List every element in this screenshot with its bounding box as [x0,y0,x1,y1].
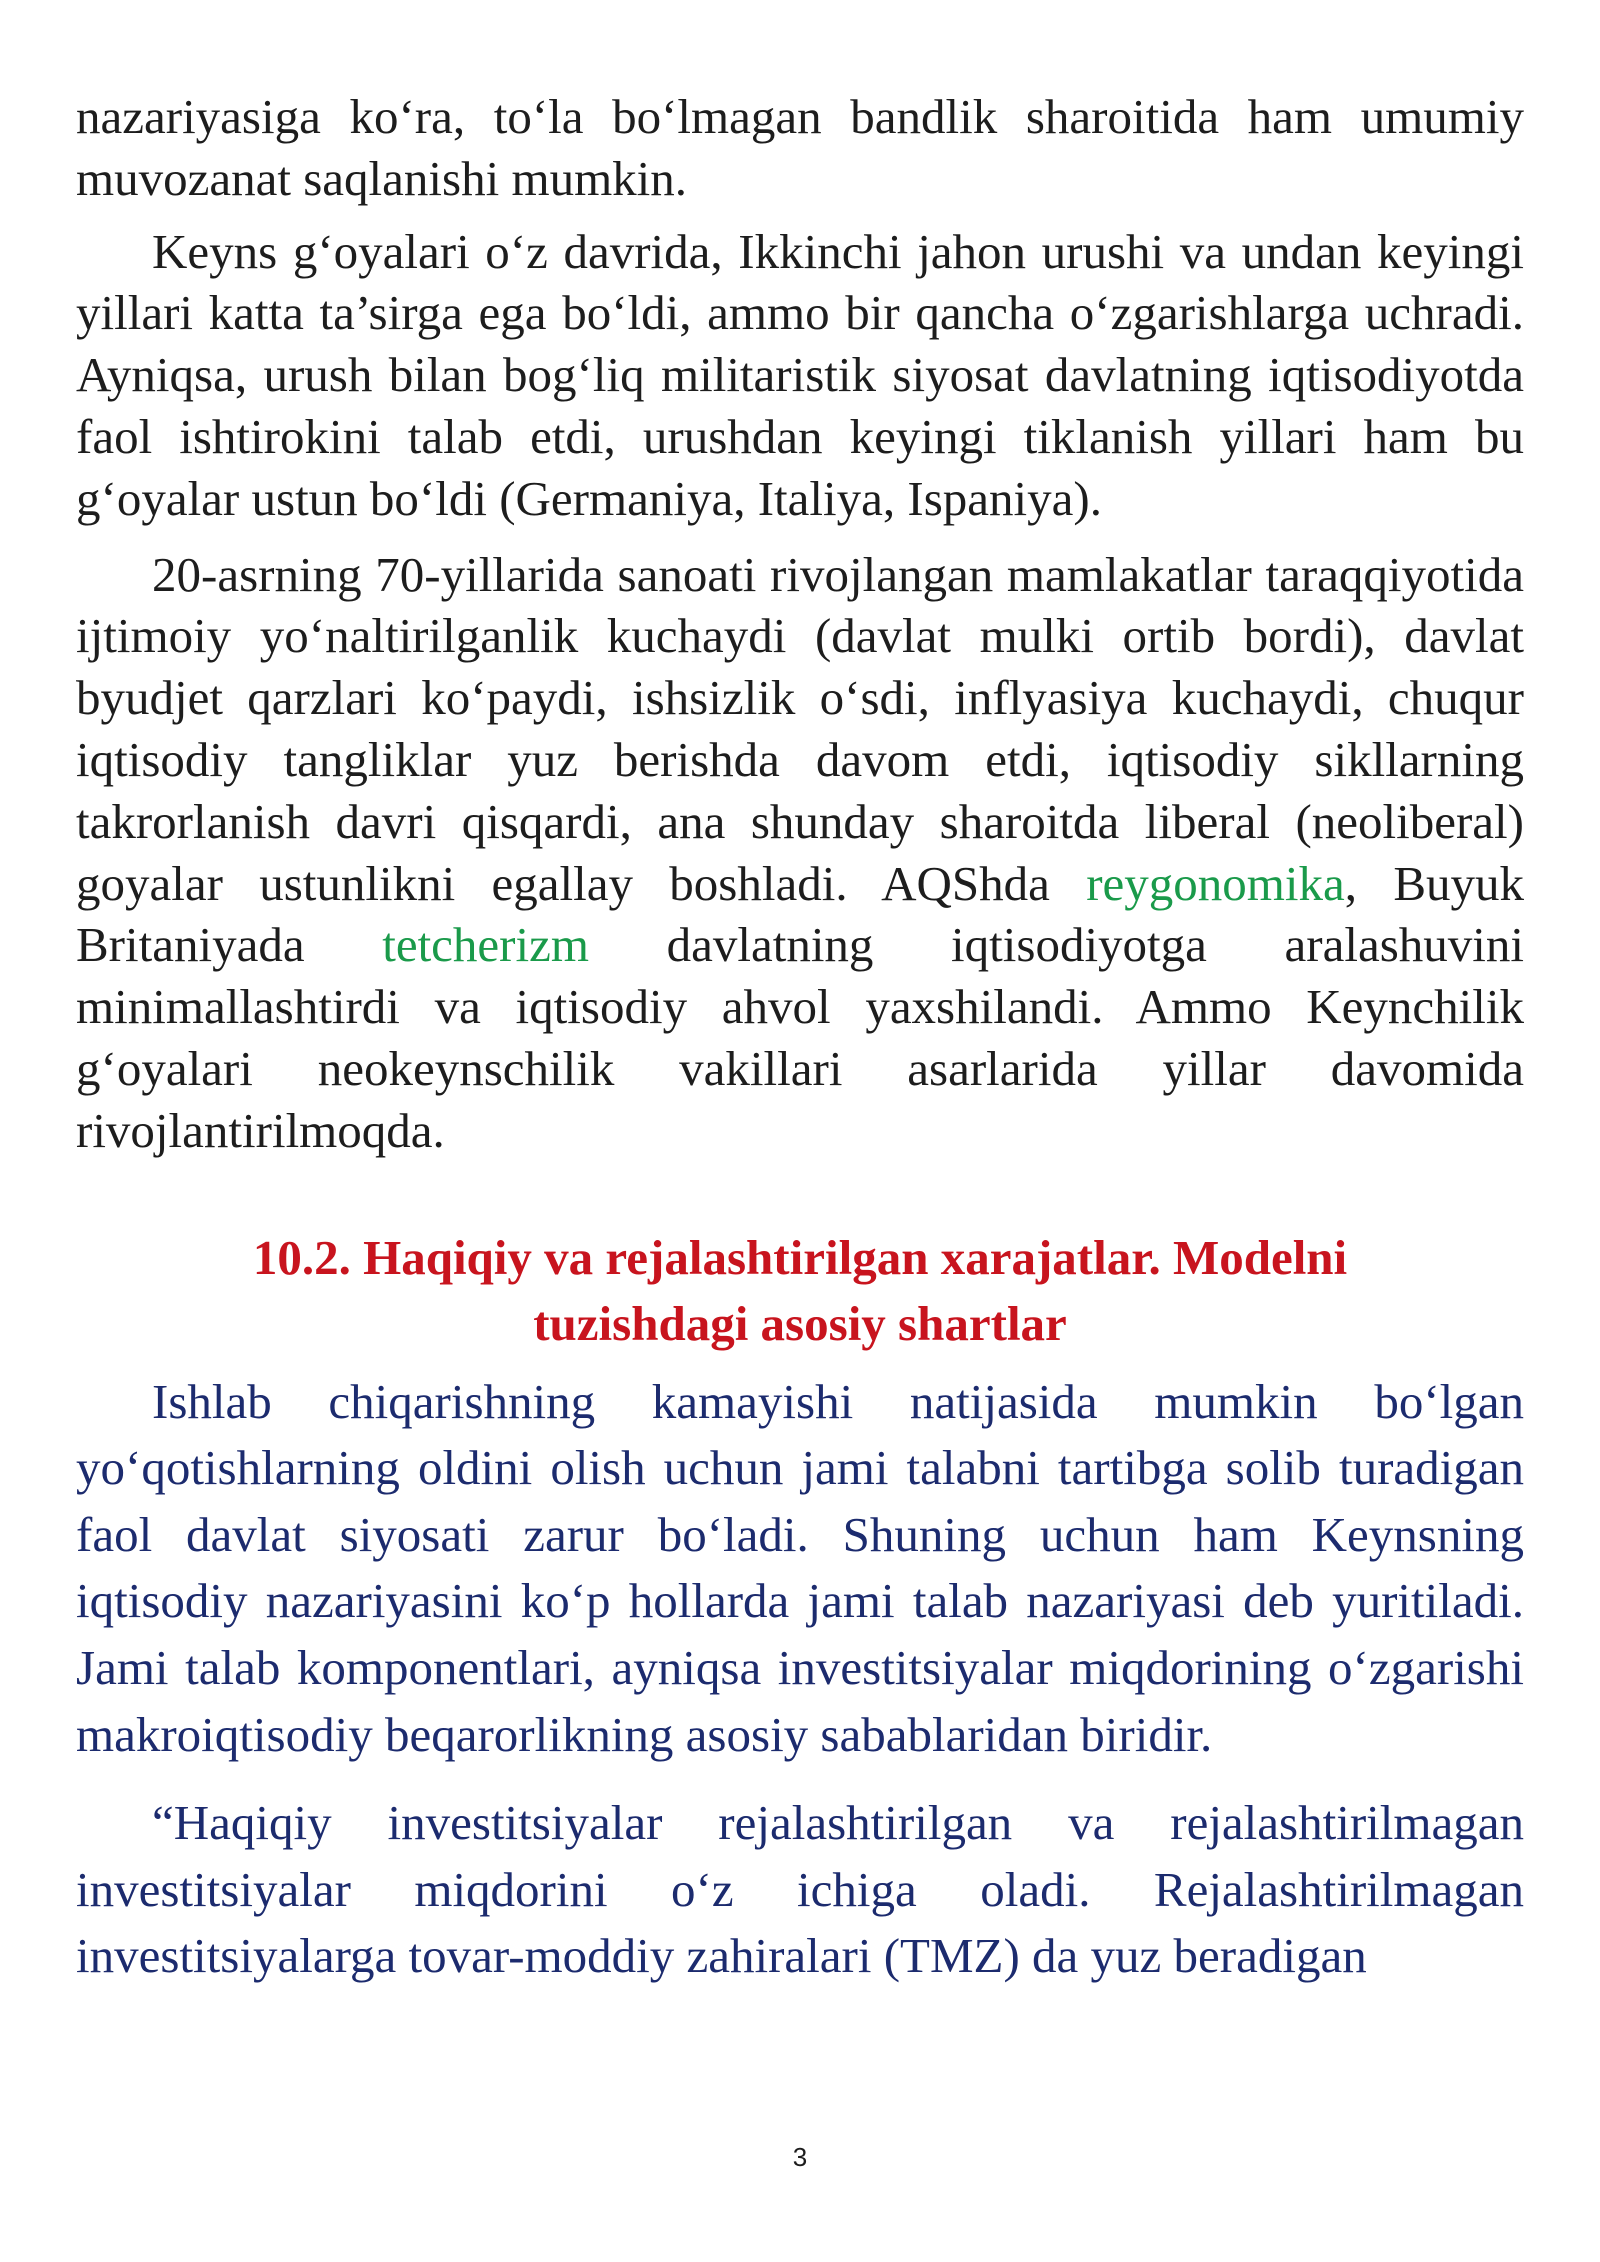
term-tetcherizm: tetcherizm [382,917,589,973]
paragraph-3-text-c: davlatning iqtisodiyotga aralashuvini minimallashtirdi va iqtisodiy ahvol yaxshilandi. Ammo Keynchilik g‘oyalari neokeynschilik vakillari asarlarida yillar davomida rivojlantirilmoqda. [76,917,1524,1158]
paragraph-3-text-a: 20-asrning 70-yillarida sanoati rivojlangan mamlakatlar taraqqiyotida ijtimoiy yo‘naltirilganlik kuchaydi (davlat mulki ortib bordi), davlat byudjet qarzlari ko‘paydi, ishsizlik o‘sdi, inflyasiya kuchaydi, chuqur iqtisodiy tangliklar yuz berishda davom etdi, iqtisodiy sikllarning takrorlanish davri qisqardi, ana shunday sharoitda liberal (neoliberal) goyalar ustunlikni egallay boshladi. AQShda [76,546,1524,911]
paragraph-3 [76,544,1524,1162]
paragraph-4: Ishlab chiqarishning kamayishi natijasida mumkin bo‘lgan yo‘qotishlarning oldini olish uchun jami talabni tartibga solib turadigan faol davlat siyosati zarur bo‘ladi. Shuning uchun ham Keynsning iqtisodiy nazariyasini ko‘p hollarda jami talab nazariyasi deb yuritiladi. Jami talab komponentlari, ayniqsa investitsiyalar miqdorining o‘zgarishi makroiqtisodiy beqarorlikning asosiy sabablaridan biridir. [76,1373,1524,1762]
paragraph-1: nazariyasiga ko‘ra, to‘la bo‘lmagan bandlik sharoitida ham umumiy muvozanat saqlanishi mumkin. [76,89,1524,206]
paragraph-2: Keyns g‘oyalari o‘z davrida, Ikkinchi jahon urushi va undan keyingi yillari katta ta’sirga ega bo‘ldi, ammo bir qancha o‘zgarishlarga uchradi. Ayniqsa, urush bilan bog‘liq militaristik siyosat davlatning iqtisodiyotda faol ishtirokini talab etdi, urushdan keyingi tiklanish yillari ham bu g‘oyalar ustun bo‘ldi (Germaniya, Italiya, Ispaniya). [76,223,1524,526]
document-page [76,86,1524,1990]
section-heading [76,1225,1524,1357]
section-heading-line-1: 10.2. Haqiqiy va rejalashtirilgan xarajatlar. Modelni [252,1229,1348,1285]
section-heading-line-2: tuzishdagi asosiy shartlar [533,1295,1067,1351]
paragraph-5: “Haqiqiy investitsiyalar rejalashtirilgan va rejalashtirilmagan investitsiyalar miqdorini o‘z ichiga oladi. Rejalashtirilmagan investitsiyalarga tovar-moddiy zahiralari (TMZ) da yuz beradigan [76,1795,1524,1984]
section-body [76,1369,1524,1990]
term-reygonomika: reygonomika [1086,855,1345,911]
page-number: 3 [792,2142,808,2172]
paragraph-3-text-b: , Buyuk Britaniyada [76,855,1525,973]
